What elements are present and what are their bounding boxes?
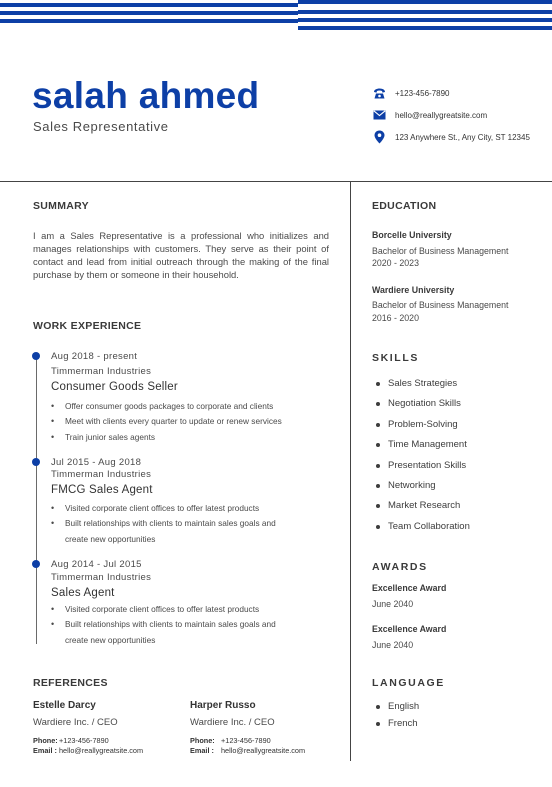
job-bullet: • Train junior sales agents (54, 432, 155, 442)
job-title: Sales Agent (51, 587, 115, 599)
summary-text: I am a Sales Representative is a professional who initializes and manages relationships with customers. They serve as their point of contact and lead from initial outreach through the making of the final purchase by them or someone in their household. (33, 230, 329, 280)
timeline-dot (32, 560, 40, 568)
location-pin-icon (372, 130, 386, 144)
award-title: Excellence Award (372, 624, 447, 634)
reference-company: Wardiere Inc. / CEO (33, 717, 118, 728)
education-years: 2020 - 2023 (372, 258, 419, 268)
language-heading: LANGUAGE (372, 677, 445, 689)
top-stripe (298, 18, 552, 22)
summary-heading: SUMMARY (33, 200, 89, 212)
references-heading: REFERENCES (33, 677, 108, 689)
education-heading: EDUCATION (372, 200, 437, 212)
skills-heading: SKILLS (372, 352, 419, 364)
award-date: June 2040 (372, 640, 414, 650)
job-title: Consumer Goods Seller (51, 381, 178, 393)
top-stripe (0, 3, 298, 7)
reference-name: Estelle Darcy (33, 700, 96, 711)
award-date: June 2040 (372, 599, 414, 609)
top-stripe (298, 10, 552, 14)
contact-phone (372, 86, 450, 100)
job-bullet-continued: create new opportunities (65, 534, 156, 544)
top-stripe (0, 11, 298, 15)
candidate-name: salah ahmed (32, 75, 260, 116)
candidate-role: Sales Representative (33, 119, 169, 134)
email-label: Email : (190, 746, 214, 755)
phone-label: Phone: (33, 736, 58, 745)
skill-item: Problem-Solving (376, 419, 458, 430)
job-dates: Jul 2015 - Aug 2018 (51, 457, 142, 468)
language-item: French (376, 718, 418, 729)
header-divider (0, 181, 552, 182)
top-stripe (298, 26, 552, 30)
award-title: Excellence Award (372, 583, 447, 593)
skill-item: Team Collaboration (376, 521, 470, 532)
job-company: Timmerman Industries (51, 366, 152, 377)
job-dates: Aug 2018 - present (51, 351, 138, 362)
contact-email[interactable] (372, 108, 487, 122)
education-years: 2016 - 2020 (372, 313, 419, 323)
reference-company: Wardiere Inc. / CEO (190, 717, 275, 728)
contact-address (372, 130, 530, 144)
job-company: Timmerman Industries (51, 572, 152, 583)
work-heading: WORK EXPERIENCE (33, 320, 142, 332)
contact-email-text: hello@reallygreatsite.com (395, 110, 488, 120)
contact-phone-text: +123-456-7890 (395, 88, 450, 98)
email-label: Email : (33, 746, 57, 755)
reference-name: Harper Russo (190, 700, 256, 711)
education-degree: Bachelor of Business Management (372, 246, 509, 256)
language-item: English (376, 701, 419, 712)
skill-item: Market Research (376, 500, 460, 511)
job-company: Timmerman Industries (51, 469, 152, 480)
reference-email[interactable]: Email : hello@reallygreatsite.com (190, 746, 306, 755)
phone-icon (372, 86, 386, 100)
phone-label: Phone: (190, 736, 215, 745)
timeline-line (36, 356, 37, 644)
job-title: FMCG Sales Agent (51, 484, 153, 496)
job-bullet: • Visited corporate client offices to offer latest products (54, 604, 259, 614)
job-bullet: • Built relationships with clients to maintain sales goals and (54, 518, 276, 528)
awards-heading: AWARDS (372, 561, 428, 573)
job-bullet-continued: create new opportunities (65, 635, 156, 645)
education-school: Borcelle University (372, 230, 452, 240)
skill-item: Negotiation Skills (376, 398, 461, 409)
job-bullet: • Visited corporate client offices to offer latest products (54, 503, 259, 513)
column-divider (350, 181, 351, 761)
timeline-dot (32, 458, 40, 466)
education-school: Wardiere University (372, 285, 455, 295)
skill-item: Presentation Skills (376, 460, 466, 471)
top-stripe (0, 19, 298, 23)
job-bullet: • Meet with clients every quarter to update or renew services (54, 416, 282, 426)
mail-icon (372, 108, 386, 122)
job-dates: Aug 2014 - Jul 2015 (51, 559, 142, 570)
education-degree: Bachelor of Business Management (372, 300, 509, 310)
top-stripe (298, 0, 552, 4)
job-bullet: • Built relationships with clients to maintain sales goals and (54, 619, 276, 629)
job-bullet: • Offer consumer goods packages to corporate and clients (54, 401, 273, 411)
reference-phone: Phone:+123-456-7890 (33, 736, 109, 745)
timeline-dot (32, 352, 40, 360)
reference-email[interactable]: Email : hello@reallygreatsite.com (33, 746, 144, 755)
skill-item: Time Management (376, 439, 467, 450)
skill-item: Sales Strategies (376, 378, 457, 389)
contact-address-text: 123 Anywhere St., Any City, ST 12345 (395, 132, 530, 142)
skill-item: Networking (376, 480, 436, 491)
reference-phone: Phone: +123-456-7890 (190, 736, 271, 745)
